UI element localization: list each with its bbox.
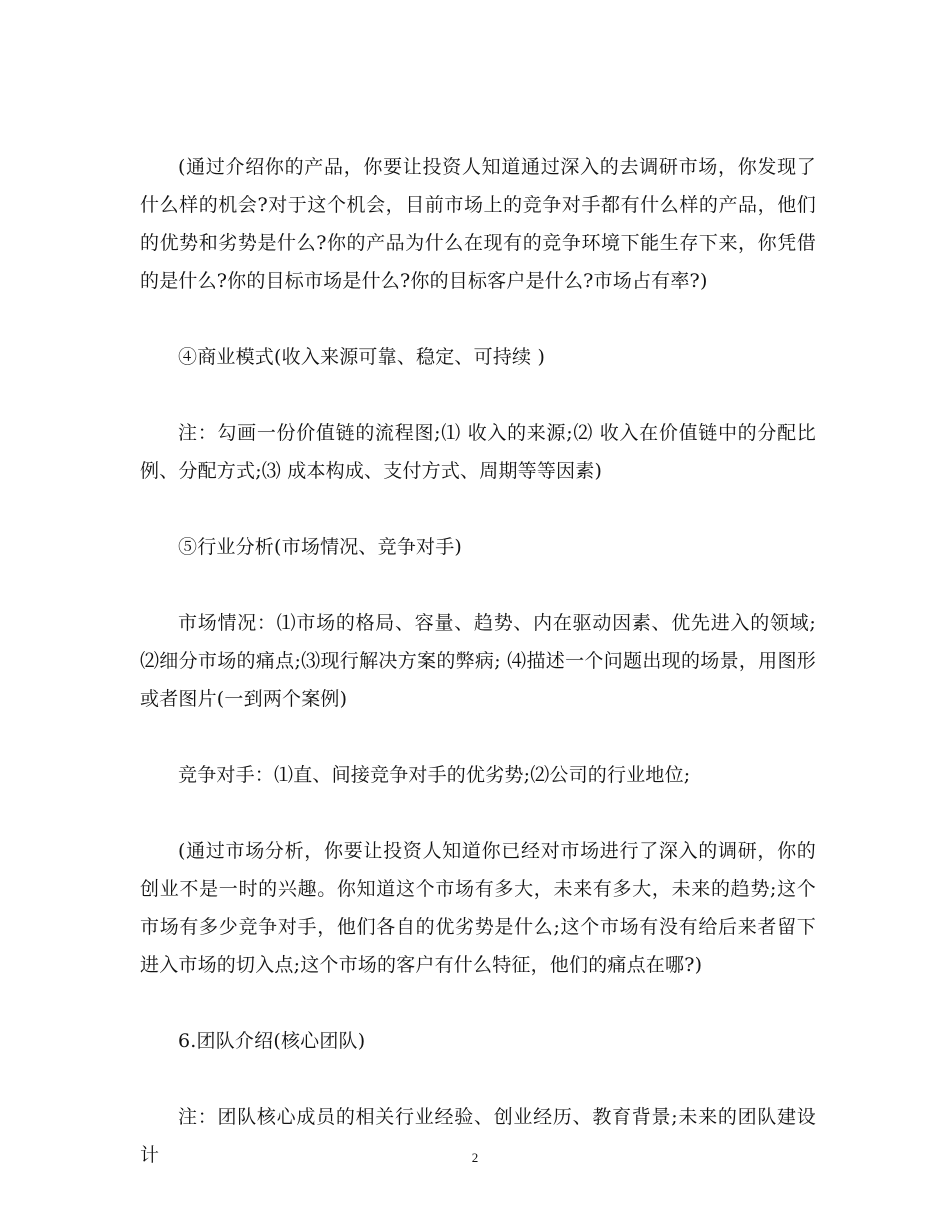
paragraph-team-note: 注：团队核心成员的相关行业经验、创业经历、教育背景;未来的团队建设计	[140, 1106, 816, 1166]
heading-team-intro: 6.团队介绍(核心团队)	[178, 1030, 366, 1052]
paragraph-business-model-note: 注：勾画一份价值链的流程图;⑴ 收入的来源;⑵ 收入在价值链中的分配比例、分配方式;⑶ 成本构成、支付方式、周期等等因素)	[140, 422, 816, 482]
paragraph-market-analysis-note: (通过市场分析，你要让投资人知道你已经对市场进行了深入的调研，你的创业不是一时的兴趣。你知道这个市场有多大，未来有多大，未来的趋势;这个市场有多少竞争对手，他们各自的优劣势是什么;这个市场有没有给后来者留下进入市场的切入点;这个市场的客户有什么特征，他们的痛点在哪?)	[140, 840, 816, 976]
page-number: 2	[471, 1150, 479, 1165]
document-body	[140, 148, 816, 1212]
paragraph-market-situation: 市场情况：⑴市场的格局、容量、趋势、内在驱动因素、优先进入的领域;⑵细分市场的痛点;⑶现行解决方案的弊病; ⑷描述一个问题出现的场景，用图形或者图片(一到两个案例)	[140, 612, 816, 710]
heading-industry-analysis: ⑤行业分析(市场情况、竞争对手)	[178, 536, 463, 558]
paragraph-competitors: 竞争对手：⑴直、间接竞争对手的优劣势;⑵公司的行业地位;	[178, 764, 691, 786]
heading-business-model: ④商业模式(收入来源可靠、稳定、可持续 )	[178, 346, 546, 368]
paragraph-product-intro-note: (通过介绍你的产品，你要让投资人知道通过深入的去调研市场，你发现了什么样的机会?对于这个机会，目前市场上的竞争对手都有什么样的产品，他们的优势和劣势是什么?你的产品为什么在现有的竞争环境下能生存下来，你凭借的是什么?你的目标市场是什么?你的目标客户是什么?市场占有率?)	[140, 156, 816, 292]
